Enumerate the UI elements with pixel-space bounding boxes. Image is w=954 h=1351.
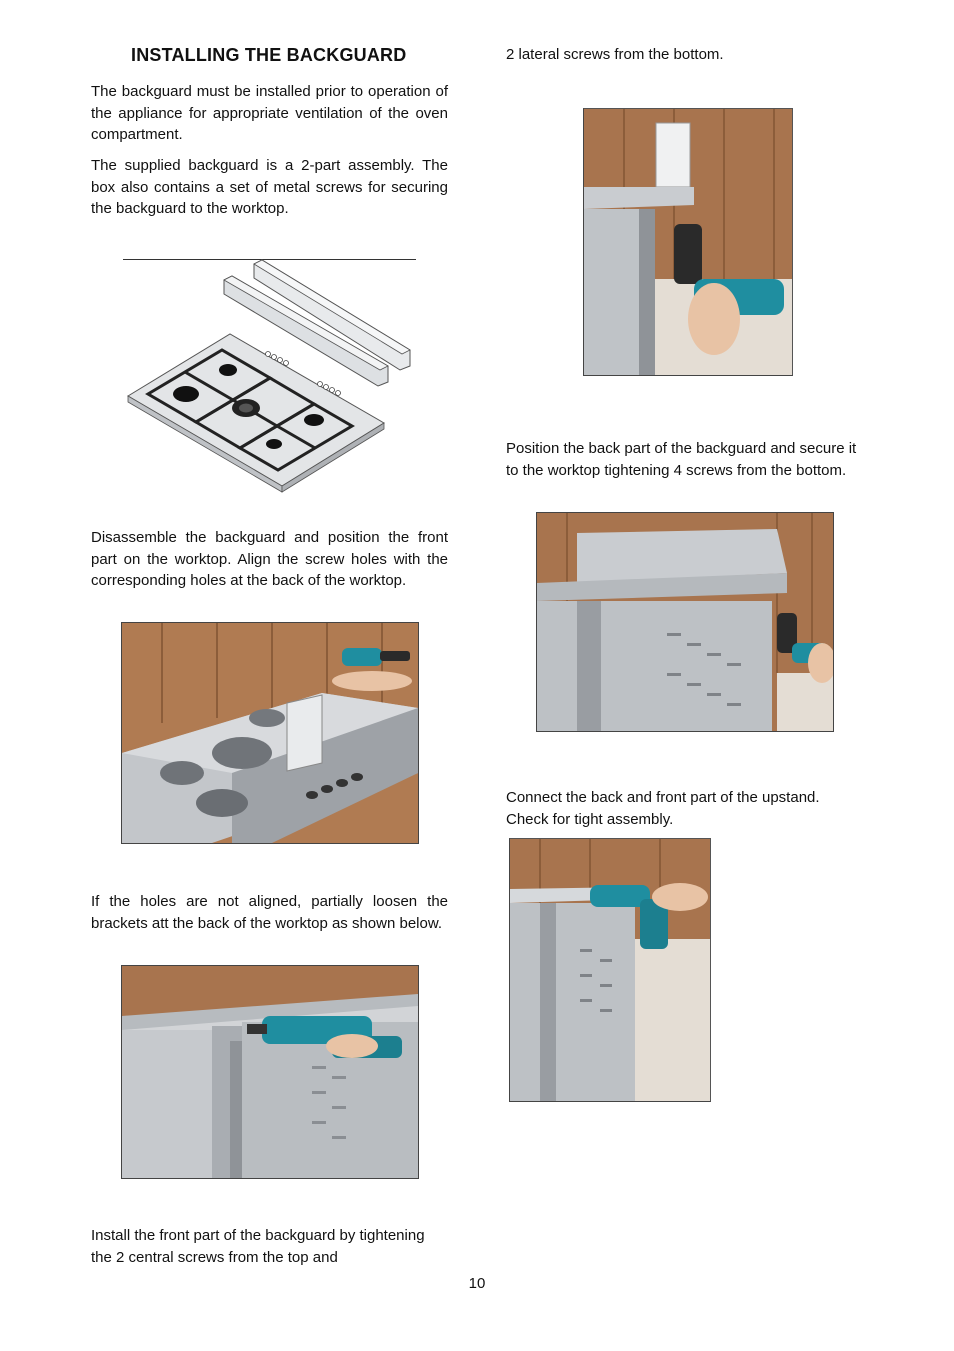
assembly-paragraph: The supplied backguard is a 2-part assembly. The box also contains a set of metal screws for securing the backguard to the worktop. bbox=[91, 157, 448, 217]
photo-loosen-brackets bbox=[121, 965, 419, 1179]
position-back-paragraph: Position the back part of the backguard and secure it to the worktop tightening 4 screws from the bottom. bbox=[506, 440, 857, 479]
photo-position-back-part bbox=[536, 512, 834, 732]
install-front-paragraph: Install the front part of the backguard by tightening the 2 central screws from the top and bbox=[91, 1227, 425, 1266]
lateral-screws-paragraph: 2 lateral screws from the bottom. bbox=[506, 46, 724, 63]
backguard-exploded-diagram bbox=[122, 258, 417, 493]
photo-lateral-screws bbox=[583, 108, 793, 376]
loosen-brackets-paragraph: If the holes are not aligned, partially loosen the brackets att the back of the worktop as shown below. bbox=[91, 893, 448, 932]
position-front-paragraph: Disassemble the backguard and position the front part on the worktop. Align the screw holes with the corresponding holes at the back of the worktop. bbox=[91, 529, 448, 589]
page-number: 10 bbox=[468, 1275, 486, 1292]
page-title: INSTALLING THE BACKGUARD bbox=[131, 45, 407, 65]
photo-connect-parts bbox=[509, 838, 711, 1102]
intro-paragraph: The backguard must be installed prior to operation of the appliance for appropriate ventilation of the oven compartment. bbox=[91, 83, 448, 143]
photo-position-front-part bbox=[121, 622, 419, 844]
connect-parts-paragraph: Connect the back and front part of the upstand. Check for tight assembly. bbox=[506, 789, 820, 828]
